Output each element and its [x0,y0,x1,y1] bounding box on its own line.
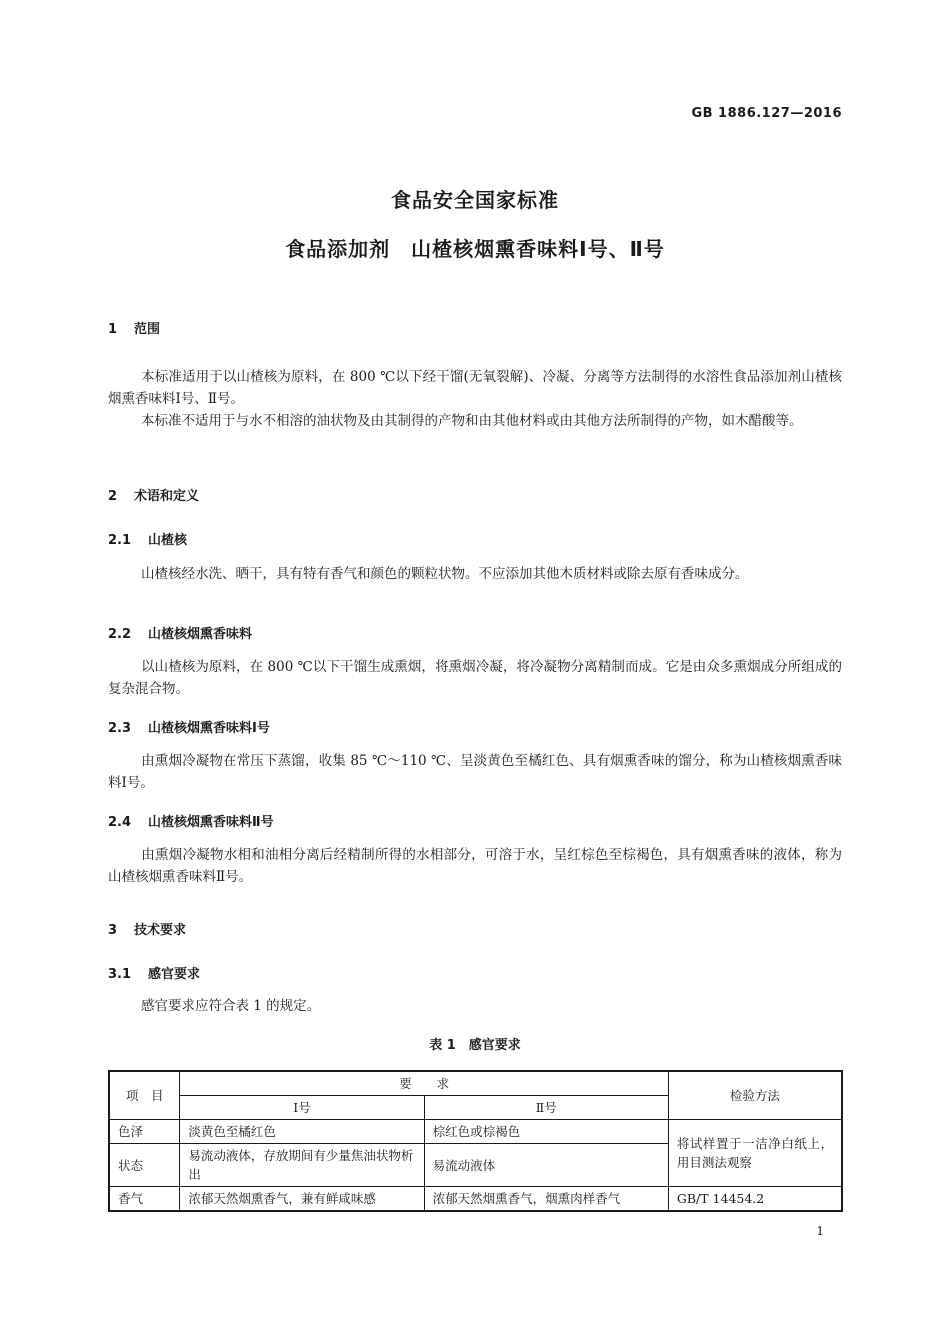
page-number: 1 [816,1224,824,1238]
paragraph-text: 本标准不适用于与水不相溶的油状物及由其制得的产物和由其他材料或由其他方法所制得的产物，如木醋酸等。 [141,413,803,429]
section-2-3-heading [108,717,270,736]
section-2-4-heading [108,811,274,830]
section-title: 术语和定义 [134,489,200,504]
paragraph-text: 感官要求应符合表 1 的规定。 [141,998,321,1014]
section-number: 2.2 [108,627,132,642]
cell-item: 状态 [109,1144,180,1187]
paragraph-text: 山楂核经水洗、晒干，具有特有香气和颜色的颗粒状物。不应添加其他木质材料或除去原有香味成分。 [141,566,749,582]
cell-method-shared: 将试样置于一洁净白纸上，用目测法观察 [668,1120,842,1187]
cell-type-2: 棕红色或棕褐色 [424,1120,668,1144]
table-row [109,1187,842,1212]
section-number: 2 [108,489,118,504]
paragraph-text: 由熏烟冷凝物在常压下蒸馏，收集 85 ℃～110 ℃、呈淡黄色至橘红色、具有烟熏香味的馏分，称为山楂核烟熏香味料Ⅰ号。 [108,753,842,791]
cell-type-1: 淡黄色至橘红色 [180,1120,424,1144]
section-3-heading [108,919,186,938]
cell-method: GB/T 14454.2 [668,1187,842,1212]
table-header-row [109,1071,842,1096]
cell-item: 香气 [109,1187,180,1212]
document-title-line-1: 食品安全国家标准 [391,188,559,212]
section-2-heading [108,485,199,504]
section-2-1-paragraph [108,563,842,585]
table-row [109,1120,842,1144]
section-3-1-heading [108,963,200,982]
document-title-line-2: 食品添加剂 山楂核烟熏香味料Ⅰ号、Ⅱ号 [285,237,665,261]
section-1-paragraph-2 [108,410,842,432]
cell-type-2: 易流动液体 [424,1144,668,1187]
sensory-requirements-table [108,1070,843,1212]
cell-type-1: 易流动液体，存放期间有少量焦油状物析出 [180,1144,424,1187]
table-1-caption: 表 1 感官要求 [429,1038,521,1053]
section-number: 3 [108,923,118,938]
section-number: 2.3 [108,721,132,736]
section-title: 山楂核 [148,533,188,548]
section-title: 山楂核烟熏香味料 [148,627,253,642]
section-number: 1 [108,322,118,337]
section-1-paragraph-1 [108,366,842,410]
paragraph-text: 本标准适用于以山楂核为原料，在 800 ℃以下经干馏(无氧裂解)、冷凝、分离等方法制得的水溶性食品添加剂山楂核烟熏香味料Ⅰ号、Ⅱ号。 [108,369,842,407]
section-2-3-paragraph [108,750,842,794]
header-item: 项 目 [109,1071,180,1120]
header-method: 检验方法 [668,1071,842,1120]
cell-type-1: 浓郁天然烟熏香气，兼有鲜咸味感 [180,1187,424,1212]
section-title: 山楂核烟熏香味料Ⅰ号 [148,721,270,736]
paragraph-text: 由熏烟冷凝物水相和油相分离后经精制所得的水相部分，可溶于水，呈红棕色至棕褐色，具有烟熏香味的液体，称为山楂核烟熏香味料Ⅱ号。 [108,847,842,885]
section-title: 技术要求 [134,923,187,938]
cell-item: 色泽 [109,1120,180,1144]
section-title: 范围 [134,322,161,337]
section-number: 2.4 [108,815,132,830]
section-2-1-heading [108,529,187,548]
section-number: 3.1 [108,967,132,982]
section-1-heading [108,318,160,337]
section-number: 2.1 [108,533,132,548]
standard-code: GB 1886.127—2016 [691,106,842,121]
header-type-1: Ⅰ号 [180,1096,424,1120]
section-title: 感官要求 [148,967,201,982]
section-2-2-heading [108,623,252,642]
section-2-4-paragraph [108,844,842,888]
section-title: 山楂核烟熏香味料Ⅱ号 [148,815,274,830]
cell-type-2: 浓郁天然烟熏香气，烟熏肉样香气 [424,1187,668,1212]
section-3-1-paragraph [108,995,842,1017]
paragraph-text: 以山楂核为原料，在 800 ℃以下干馏生成熏烟，将熏烟冷凝，将冷凝物分离精制而成。它是由众多熏烟成分所组成的复杂混合物。 [108,659,842,697]
header-type-2: Ⅱ号 [424,1096,668,1120]
section-2-2-paragraph [108,656,842,700]
header-requirement: 要 求 [180,1071,668,1096]
